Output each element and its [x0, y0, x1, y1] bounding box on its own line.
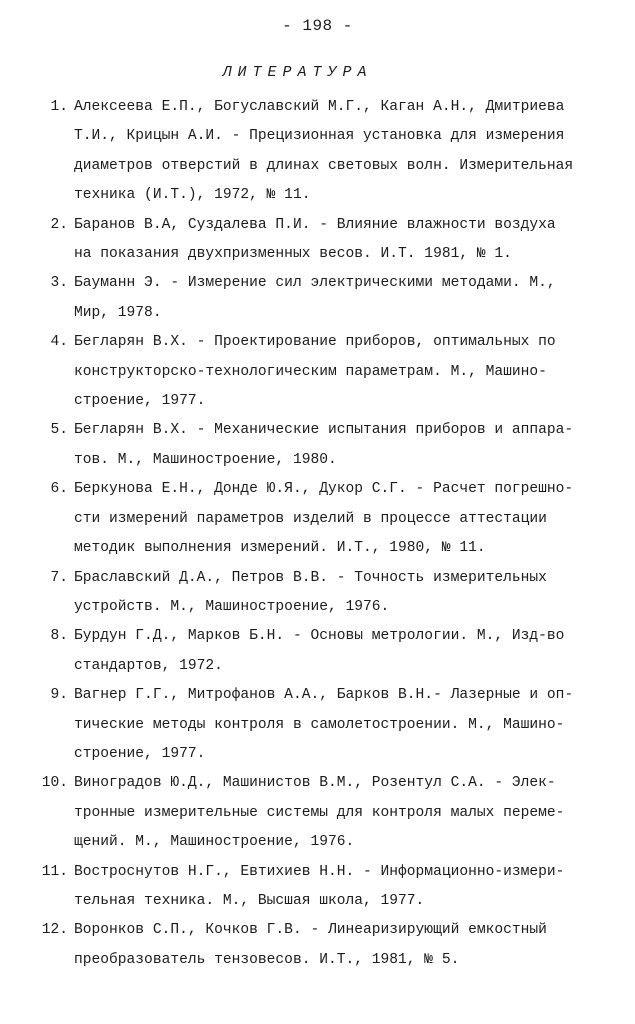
reference-line: Воронков С.П., Кочков Г.В. - Линеаризирующий емкостный: [74, 922, 547, 939]
reference-number: 12.: [41, 922, 68, 939]
reference-line: Бегларян В.Х. - Проектирование приборов, оптимальных по: [74, 334, 556, 351]
reference-number: 8.: [50, 628, 68, 645]
reference-list: [20, 93, 620, 975]
reference-number: 10.: [41, 775, 68, 792]
reference-item: [20, 564, 620, 623]
reference-line: устройств. М., Машиностроение, 1976.: [74, 598, 390, 615]
reference-item: [20, 328, 620, 416]
reference-item: [20, 622, 620, 681]
reference-text: [74, 475, 620, 563]
reference-text: [74, 564, 620, 623]
reference-item: [20, 858, 620, 917]
reference-line: Востроснутов Н.Г., Евтихиев Н.Н. - Информационно-измери-: [74, 863, 565, 880]
reference-number: 7.: [50, 569, 68, 586]
reference-item: [20, 93, 620, 211]
reference-line: Беркунова Е.Н., Донде Ю.Я., Дукор С.Г. - Расчет погрешно-: [74, 481, 574, 498]
reference-text: [74, 269, 620, 328]
reference-item: [20, 769, 620, 857]
reference-number: 6.: [50, 481, 68, 498]
reference-line: диаметров отверстий в длинах световых волн. Измерительная: [74, 157, 574, 174]
reference-line: щений. М., Машиностроение, 1976.: [74, 834, 355, 851]
reference-line: тельная техника. М., Высшая школа, 1977.: [74, 892, 425, 909]
reference-text: [74, 769, 620, 857]
reference-line: строение, 1977.: [74, 745, 206, 762]
reference-line: тические методы контроля в самолетостроении. М., Машино-: [74, 716, 565, 733]
page-number: - 198 -: [282, 17, 353, 35]
reference-line: Бегларян В.Х. - Механические испытания приборов и аппара-: [74, 422, 574, 439]
section-heading: ЛИТЕРАТУРА: [222, 64, 373, 81]
reference-item: [20, 681, 620, 769]
reference-line: на показания двухпризменных весов. И.Т. 1981, № 1.: [74, 246, 512, 263]
reference-line: тронные измерительные системы для контроля малых переме-: [74, 804, 565, 821]
reference-line: Бауманн Э. - Измерение сил электрическими методами. М.,: [74, 275, 556, 292]
reference-item: [20, 916, 620, 975]
reference-number: 11.: [41, 863, 68, 880]
reference-item: [20, 416, 620, 475]
reference-line: Бурдун Г.Д., Марков Б.Н. - Основы метрологии. М., Изд-во: [74, 628, 565, 645]
reference-number: 5.: [50, 422, 68, 439]
reference-text: [74, 211, 620, 270]
reference-number: 2.: [50, 216, 68, 233]
reference-number: 4.: [50, 334, 68, 351]
reference-line: тов. М., Машиностроение, 1980.: [74, 451, 337, 468]
reference-line: Браславский Д.А., Петров В.В. - Точность измерительных: [74, 569, 547, 586]
reference-line: Алексеева Е.П., Богуславский М.Г., Каган А.Н., Дмитриева: [74, 99, 565, 115]
reference-number: 3.: [50, 275, 68, 292]
reference-line: стандартов, 1972.: [74, 657, 223, 674]
reference-line: Вагнер Г.Г., Митрофанов А.А., Барков В.Н.- Лазерные и оп-: [74, 687, 574, 704]
reference-line: Мир, 1978.: [74, 304, 162, 321]
reference-line: строение, 1977.: [74, 393, 206, 410]
reference-line: техника (И.Т.), 1972, № 11.: [74, 187, 311, 204]
reference-text: [74, 916, 620, 975]
reference-line: преобразователь тензовесов. И.Т., 1981, № 5.: [74, 951, 460, 968]
reference-text: [74, 858, 620, 917]
reference-number: 9.: [50, 687, 68, 704]
reference-line: методик выполнения измерений. И.Т., 1980, № 11.: [74, 540, 486, 557]
reference-number: 1.: [50, 99, 68, 115]
reference-text: [74, 93, 620, 211]
reference-line: Т.И., Крицын А.И. - Прецизионная установка для измерения: [74, 128, 565, 145]
reference-line: Виноградов Ю.Д., Машинистов В.М., Розентул С.А. - Элек-: [74, 775, 556, 792]
reference-text: [74, 622, 620, 681]
reference-line: Баранов В.А, Суздалева П.И. - Влияние влажности воздуха: [74, 216, 556, 233]
reference-text: [74, 328, 620, 416]
reference-item: [20, 475, 620, 563]
reference-line: конструкторско-технологическим параметрам. М., Машино-: [74, 363, 547, 380]
reference-item: [20, 269, 620, 328]
reference-item: [20, 211, 620, 270]
reference-line: сти измерений параметров изделий в процессе аттестации: [74, 510, 547, 527]
reference-text: [74, 416, 620, 475]
reference-text: [74, 681, 620, 769]
